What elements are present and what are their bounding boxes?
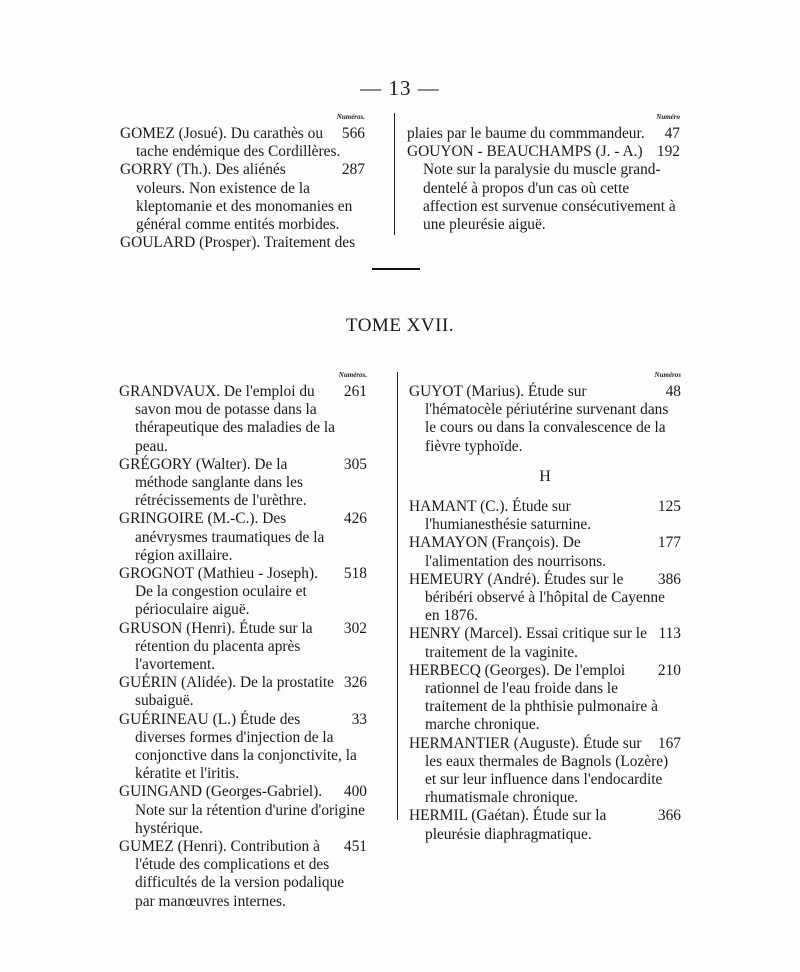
index-entry [409, 383, 681, 456]
entry-text: GRANDVAUX. De l'emploi du savon mou de potasse dans la thérapeutique des maladies de la peau. [119, 383, 335, 455]
index-entry [119, 383, 367, 456]
section-divider [372, 268, 420, 270]
entry-text: HERBECQ (Georges). De l'emploi rationnel de l'eau froide dans le traitement de la phthisie pulmonaire à marche chronique. [409, 661, 658, 734]
entry-text: HAMAYON (François). De l'alimentation des nourrisons. [409, 534, 607, 570]
bottom-left-column [119, 370, 367, 911]
top-vertical-rule [394, 113, 395, 235]
entry-number: 192 [656, 143, 680, 161]
top-left-column-header: Numéros. [336, 113, 365, 121]
index-entry [409, 625, 681, 661]
top-left-column [120, 112, 365, 252]
entry-text: HERMIL (Gaétan). Étude sur la pleurésie diaphragmatique. [409, 807, 607, 843]
entry-number: 518 [343, 565, 367, 583]
entry-text: GOULARD (Prosper). Traitement des [120, 234, 356, 252]
bottom-right-column-header: Numéros [654, 371, 681, 379]
index-entry [119, 510, 367, 565]
index-entry [120, 161, 365, 234]
entry-text: GROGNOT (Mathieu - Joseph). De la congestion oculaire et périoculaire aiguë. [119, 565, 318, 619]
entry-text: GRUSON (Henri). Étude sur la rétention du placenta après l'avortement. [119, 619, 313, 674]
tome-title: TOME XVII. [345, 315, 455, 336]
index-entry [409, 662, 681, 735]
entry-number: 210 [657, 661, 681, 679]
index-entry [407, 125, 680, 143]
entry-number: 366 [657, 807, 681, 825]
index-entry [119, 565, 367, 620]
index-entry [407, 143, 680, 234]
entry-text: GUYOT (Marius). Étude sur l'hématocèle périutérine survenant dans le cours ou dans la convalescence de la fièvre typhoïde. [409, 383, 669, 455]
entry-text: plaies par le baume du commmandeur. [407, 125, 645, 142]
bottom-right-column [409, 370, 681, 844]
entry-number: 400 [343, 783, 367, 801]
bottom-vertical-rule [397, 372, 398, 820]
entry-number: 48 [665, 383, 681, 400]
entry-number: 302 [343, 619, 367, 637]
entry-number: 113 [658, 625, 681, 643]
index-entry [409, 571, 681, 626]
entry-number: 386 [657, 570, 681, 588]
entry-text: GUINGAND (Georges-Gabriel). Note sur la rétention d'urine d'origine hystérique. [119, 783, 365, 837]
entry-number: 33 [351, 710, 367, 728]
bottom-left-column-header: Numéros. [338, 371, 367, 379]
entry-text: HEMEURY (André). Études sur le béribéri observé à l'hôpital de Cayenne en 1876. [409, 570, 665, 625]
entry-text: GRINGOIRE (M.-C.). Des anévrysmes traumatiques de la région axillaire. [119, 510, 325, 564]
letter-heading: H [539, 467, 551, 485]
entry-number: 47 [664, 125, 680, 142]
index-entry [409, 735, 681, 808]
index-entry [119, 783, 367, 838]
entry-text: GRÉGORY (Walter). De la méthode sanglante dans les rétrécissements de l'urèthre. [119, 455, 307, 510]
index-entry [409, 534, 681, 570]
entry-text: GOMEZ (Josué). Du carathès ou tache endémique des Cordillères. [120, 125, 341, 161]
entry-number: 177 [657, 534, 681, 552]
index-entry [120, 234, 365, 252]
index-entry [119, 674, 367, 710]
entry-number: 451 [343, 838, 367, 856]
entry-number: 566 [341, 125, 365, 142]
index-entry [119, 620, 367, 675]
index-entry [409, 498, 681, 534]
entry-number: 125 [657, 498, 681, 516]
entry-text: GUÉRINEAU (L.) Étude des diverses formes d'injection de la conjonctive dans la conjonctivite, la kératite et l'iritis. [119, 710, 357, 783]
entry-text: HERMANTIER (Auguste). Étude sur les eaux thermales de Bagnols (Lozère) et sur leur influence dans l'endocardite rhumatismale chronique. [409, 734, 669, 807]
entry-number: 326 [343, 674, 367, 692]
entry-number: 261 [343, 383, 367, 400]
entry-text: GORRY (Th.). Des aliénés voleurs. Non existence de la kleptomanie et des monomanies en général comme entités morbides. [120, 161, 353, 234]
top-right-column-header: Numéro [656, 113, 680, 121]
entry-text: GUÉRIN (Alidée). De la prostatite subaiguë. [119, 674, 334, 710]
top-right-column [407, 112, 680, 234]
page-number: — 13 — [360, 76, 440, 100]
entry-text: HAMANT (C.). Étude sur l'humianesthésie saturnine. [409, 498, 592, 534]
entry-number: 167 [657, 734, 681, 752]
index-entry [120, 125, 365, 161]
index-entry [119, 838, 367, 911]
entry-text: GUMEZ (Henri). Contribution à l'étude des complications et des difficultés de la version podalique par manœuvres internes. [119, 838, 345, 910]
entry-number: 305 [343, 455, 367, 473]
entry-number: 287 [341, 161, 365, 179]
index-entry [119, 456, 367, 511]
entry-text: GOUYON - BEAUCHAMPS (J. - A.) Note sur la paralysie du muscle grand-dentelé à propos d'un cas où cette affection est survenue consécutivement à une pleurésie aiguë. [407, 143, 676, 234]
entry-text: HENRY (Marcel). Essai critique sur le traitement de la vaginite. [409, 625, 647, 661]
index-entry [409, 807, 681, 843]
entry-number: 426 [343, 510, 367, 528]
index-entry [119, 711, 367, 784]
